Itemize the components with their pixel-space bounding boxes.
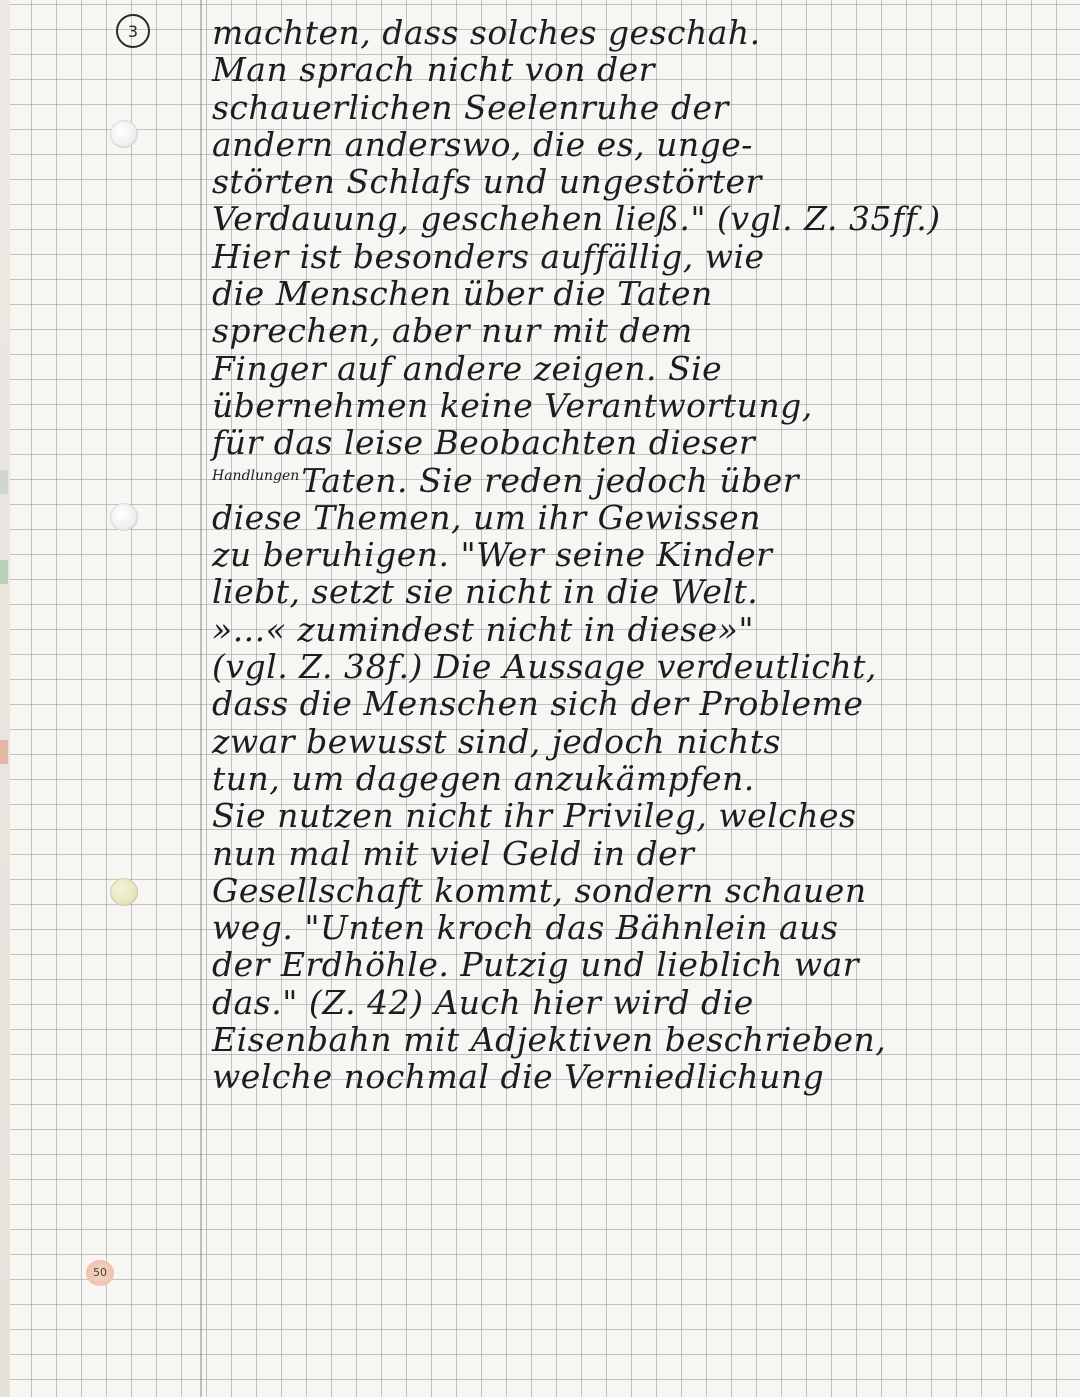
text-line: schauerlichen Seelenruhe der (212, 87, 729, 127)
punch-hole (110, 878, 138, 906)
text-line: andern anderswo, die es, unge- (212, 124, 753, 164)
text-line: Finger auf andere zeigen. Sie (212, 348, 723, 388)
page-number-circle: 3 (116, 14, 150, 48)
text-line: für das leise Beobachten dieser (212, 423, 756, 463)
text-line: zu beruhigen. "Wer seine Kinder (212, 535, 773, 575)
text-line: welche nochmal die Verniedlichung (212, 1057, 825, 1097)
margin-line (200, 0, 202, 1397)
text-line: weg. "Unten kroch das Bähnlein aus (212, 908, 839, 948)
text-line: Verdauung, geschehen ließ." (vgl. Z. 35ff.) (212, 199, 941, 239)
price-sticker: 50 (86, 1260, 114, 1286)
binding-strip (0, 0, 10, 1397)
text-line: »...« zumindest nicht in diese»" (212, 609, 755, 649)
text-line-body: Taten. Sie reden jedoch über (301, 460, 800, 500)
text-line: nun mal mit viel Geld in der (212, 833, 695, 873)
color-tab (0, 560, 8, 584)
text-line: zwar bewusst sind, jedoch nichts (212, 721, 781, 761)
text-line: liebt, setzt sie nicht in die Welt. (212, 572, 759, 612)
punch-hole (110, 120, 138, 148)
text-line: störten Schlafs und ungestörter (212, 162, 762, 202)
text-line: Sie nutzen nicht ihr Privileg, welches (212, 796, 857, 836)
text-line: der Erdhöhle. Putzig und lieblich war (212, 945, 860, 985)
text-line: (vgl. Z. 38f.) Die Aussage verdeutlicht, (212, 647, 877, 687)
text-line: die Menschen über die Taten (212, 274, 713, 314)
handwritten-text (212, 14, 1062, 1096)
text-line: tun, um dagegen anzukämpfen. (212, 758, 755, 798)
text-line: dass die Menschen sich der Probleme (212, 684, 864, 724)
text-line: Man sprach nicht von der (212, 50, 655, 90)
text-line: das." (Z. 42) Auch hier wird die (212, 982, 754, 1022)
text-line: diese Themen, um ihr Gewissen (212, 497, 761, 537)
text-line: sprechen, aber nur mit dem (212, 311, 693, 351)
color-tab (0, 740, 8, 764)
text-line: Hier ist besonders auffällig, wie (212, 236, 765, 276)
punch-hole (110, 503, 138, 531)
text-line: Eisenbahn mit Adjektiven beschrieben, (212, 1020, 887, 1060)
text-line: machten, dass solches geschah. (212, 13, 761, 52)
inserted-word: Handlungen (212, 467, 300, 484)
text-line: Gesellschaft kommt, sondern schauen (212, 870, 867, 910)
color-tab (0, 470, 8, 494)
text-line-with-insertion (212, 462, 1062, 499)
text-line: übernehmen keine Verantwortung, (212, 385, 813, 425)
